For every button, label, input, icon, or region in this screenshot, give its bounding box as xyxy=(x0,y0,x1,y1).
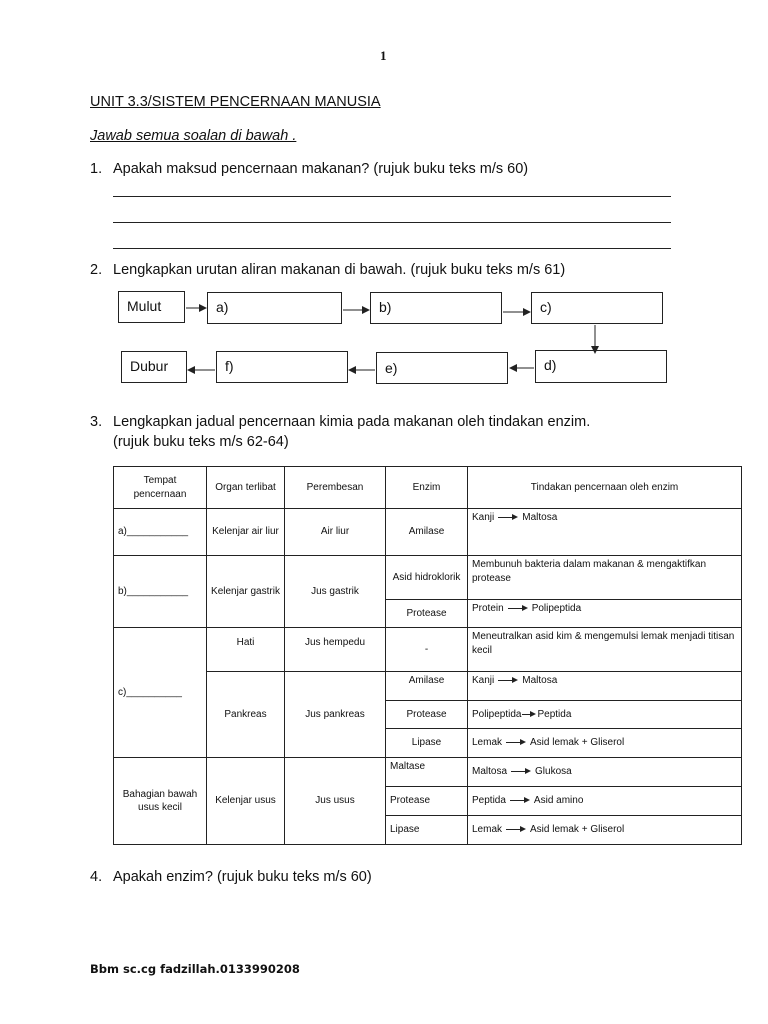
action-cell xyxy=(468,600,742,628)
product: Polipeptida xyxy=(531,603,582,614)
secretion-cell: Air liur xyxy=(285,509,386,556)
action-cell xyxy=(468,701,742,729)
place-cell: Bahagian bawah usus kecil xyxy=(114,758,207,845)
product: Maltosa xyxy=(522,512,558,523)
product: Glukosa xyxy=(535,766,572,778)
enzyme-cell: Protease xyxy=(386,701,468,729)
footer-credit: Bbm sc.cg fadzillah.0133990208 xyxy=(90,962,300,976)
flow-box-e[interactable]: e) xyxy=(376,352,508,384)
arrow-right-icon xyxy=(522,710,536,718)
table-row xyxy=(114,556,742,600)
enzyme-cell: Protease xyxy=(386,787,468,816)
action-cell xyxy=(468,787,742,816)
secretion-cell: Jus hempedu xyxy=(285,628,386,672)
flow-box-b[interactable]: b) xyxy=(370,292,502,324)
arrow-right-icon xyxy=(498,513,518,521)
secretion-cell: Jus pankreas xyxy=(285,672,386,758)
action-cell xyxy=(468,729,742,758)
enzyme-cell: Maltase xyxy=(386,758,468,787)
header-action: Tindakan pencernaan oleh enzim xyxy=(468,467,742,509)
organ-cell: Kelenjar usus xyxy=(207,758,285,845)
digestion-table xyxy=(113,466,742,845)
flow-box-d[interactable]: d) xyxy=(535,350,667,383)
product: Asid amino xyxy=(533,795,584,807)
action-cell: Membunuh bakteria dalam makanan & mengaktifkan protease xyxy=(468,556,742,600)
header-secretion: Perembesan xyxy=(285,467,386,509)
substrate: Kanji xyxy=(472,512,495,523)
flow-box-c[interactable]: c) xyxy=(531,292,663,324)
product: Asid lemak + Gliserol xyxy=(530,737,625,749)
header-place: Tempat pencernaan xyxy=(114,467,207,509)
action-cell xyxy=(468,672,742,701)
flow-box-a[interactable]: a) xyxy=(207,292,342,324)
arrow-right-icon xyxy=(511,768,531,776)
arrow-right-icon xyxy=(506,826,526,834)
header-organ: Organ terlibat xyxy=(207,467,285,509)
page-number: 1 xyxy=(380,48,387,63)
enzyme-cell: - xyxy=(386,628,468,672)
place-blank-b[interactable]: b)___________ xyxy=(114,556,207,628)
substrate: Kanji xyxy=(472,675,495,686)
substrate: Polipeptida xyxy=(472,708,522,720)
question-2-text: Lengkapkan urutan aliran makanan di bawah. (rujuk buku teks m/s 61) xyxy=(113,262,566,278)
instruction: Jawab semua soalan di bawah . xyxy=(90,128,297,144)
substrate: Lemak xyxy=(472,737,503,749)
question-4-number: 4. xyxy=(90,869,103,885)
substrate: Peptida xyxy=(472,795,506,807)
place-blank-a[interactable]: a)___________ xyxy=(114,509,207,556)
arrow-right-icon xyxy=(498,676,518,684)
question-2-number: 2. xyxy=(90,262,103,278)
enzyme-cell: Protease xyxy=(386,600,468,628)
enzyme-cell: Lipase xyxy=(386,729,468,758)
action-cell: Meneutralkan asid kim & mengemulsi lemak menjadi titisan kecil xyxy=(468,628,742,672)
question-4-text: Apakah enzim? (rujuk buku teks m/s 60) xyxy=(113,869,372,885)
secretion-cell: Jus usus xyxy=(285,758,386,845)
flow-box-mulut: Mulut xyxy=(118,291,185,323)
table-row xyxy=(114,628,742,672)
product: Maltosa xyxy=(522,675,558,686)
header-enzyme: Enzim xyxy=(386,467,468,509)
arrow-right-icon xyxy=(506,739,526,747)
substrate: Protein xyxy=(472,603,504,614)
action-cell xyxy=(468,816,742,845)
question-1-number: 1. xyxy=(90,161,103,177)
table-row xyxy=(114,672,742,701)
enzyme-cell: Amilase xyxy=(386,509,468,556)
table-header-row xyxy=(114,467,742,509)
organ-cell: Kelenjar gastrik xyxy=(207,556,285,628)
question-3-reference: (rujuk buku teks m/s 62-64) xyxy=(113,434,289,450)
flow-box-dubur: Dubur xyxy=(121,351,187,383)
product: Peptida xyxy=(537,708,572,720)
enzyme-cell: Asid hidroklorik xyxy=(386,556,468,600)
action-cell xyxy=(468,758,742,787)
organ-cell: Kelenjar air liur xyxy=(207,509,285,556)
arrow-right-icon xyxy=(508,604,528,612)
substrate: Lemak xyxy=(472,824,503,836)
question-1-text: Apakah maksud pencernaan makanan? (rujuk buku teks m/s 60) xyxy=(113,161,529,177)
unit-title: UNIT 3.3/SISTEM PENCERNAAN MANUSIA xyxy=(90,94,381,110)
organ-cell: Hati xyxy=(207,628,285,672)
organ-cell: Pankreas xyxy=(207,672,285,758)
enzyme-cell: Amilase xyxy=(386,672,468,701)
place-blank-c[interactable]: c)__________ xyxy=(114,628,207,758)
arrow-right-icon xyxy=(510,797,530,805)
table-row xyxy=(114,758,742,787)
question-3-number: 3. xyxy=(90,414,103,430)
product: Asid lemak + Gliserol xyxy=(530,824,625,836)
action-cell xyxy=(468,509,742,556)
flow-box-f[interactable]: f) xyxy=(216,351,348,383)
substrate: Maltosa xyxy=(472,766,508,778)
secretion-cell: Jus gastrik xyxy=(285,556,386,628)
enzyme-cell: Lipase xyxy=(386,816,468,845)
question-3-text: Lengkapkan jadual pencernaan kimia pada makanan oleh tindakan enzim. xyxy=(113,414,591,430)
table-row xyxy=(114,509,742,556)
